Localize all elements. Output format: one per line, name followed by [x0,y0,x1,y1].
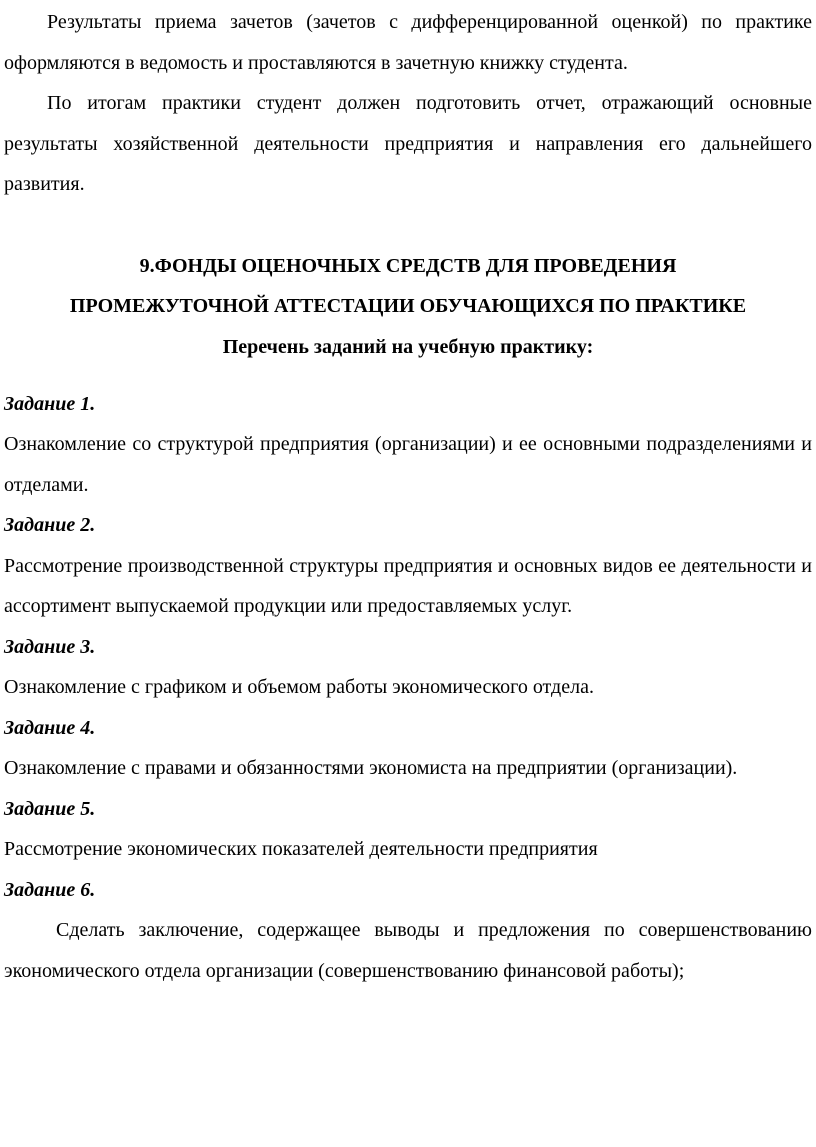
task-4-text: Ознакомление с правами и обязанностями экономиста на предприятии (организации). [4,757,738,779]
task-5-text: Рассмотрение экономических показателей деятельности предприятия [4,838,598,860]
task-1-text: Ознакомление со структурой предприятия (организации) и ее основными подразделениями и отделами. [4,433,812,496]
task-1-title: Задание 1. [4,392,96,415]
task-6-title: Задание 6. [4,878,96,901]
task-5-title: Задание 5. [4,797,96,820]
task-2-text: Рассмотрение производственной структуры предприятия и основных видов ее деятельности и ассортимент выпускаемой продукции или предоставляемых услуг. [4,554,812,617]
task-2-title: Задание 2. [4,514,96,536]
task-3-text: Ознакомление с графиком и объемом работы экономического отдела. [4,676,594,698]
task-4-title: Задание 4. [4,716,96,739]
task-6-text: Сделать заключение, содержащее выводы и предложения по совершенствованию экономического отдела организации (совершенствованию финансовой работы); [4,919,812,982]
section-subheading: Перечень заданий на учебную практику: [222,335,594,358]
task-3-title: Задание 3. [4,635,96,658]
intro-paragraph-1: Результаты приема зачетов (зачетов с дифференцированной оценкой) по практике оформляются в ведомость и проставляются в зачетную книжку студента. [4,11,812,74]
section-heading-line-1: 9.ФОНДЫ ОЦЕНОЧНЫХ СРЕДСТВ ДЛЯ ПРОВЕДЕНИЯ [139,254,677,277]
section-heading-line-2: ПРОМЕЖУТОЧНОЙ АТТЕСТАЦИИ ОБУЧАЮЩИХСЯ ПО ПРАКТИКЕ [69,294,747,317]
intro-paragraph-2: По итогам практики студент должен подготовить отчет, отражающий основные результаты хозяйственной деятельности предприятия и направления его дальнейшего развития. [4,92,812,195]
